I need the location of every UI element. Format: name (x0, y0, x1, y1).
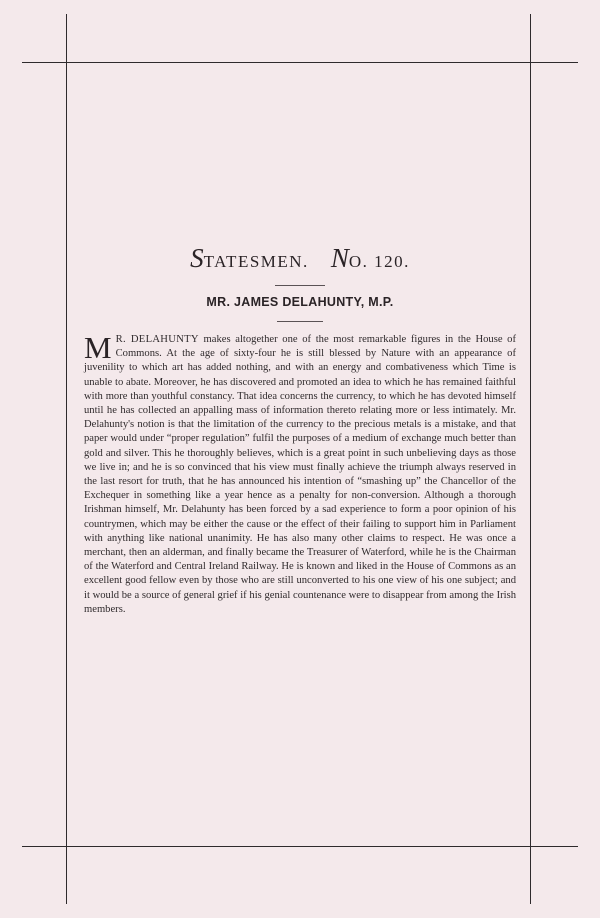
heading-no: O. (348, 252, 369, 271)
heading-number: 120. (374, 252, 410, 271)
series-heading (0, 243, 600, 274)
heading-underline (275, 285, 325, 286)
bottom-border-rule (22, 846, 578, 847)
subtitle-underline (277, 321, 323, 322)
right-border-rule (530, 14, 531, 904)
top-border-rule (22, 62, 578, 63)
heading-initial-s: S (190, 243, 204, 273)
subject-name: MR. JAMES DELAHUNTY, M.P. (206, 295, 394, 309)
lead-in: R. DELAHUNTY (115, 334, 199, 345)
article-body (84, 330, 517, 617)
heading-initial-n: N (330, 243, 349, 273)
heading-word: TATESMEN. (203, 252, 309, 271)
article-text: makes altogether one of the most remarkable figures in the House of Commons. At the age of sixty-four he is still blessed by Nature with an appearance of juvenility to which art has added nothing, and with an energy and combativeness which Time is unable to abate. Moreover, he has discovered and promoted an idea to which he has remained faithful with more than youthful constancy. That idea concerns the currency, to which he has devoted himself until he has collected an appalling mass of information thereto relating more or less intimately. Mr. Delahunty's notion is that the limitation of the currency to the precious metals is a mistake, and that paper would under “proper regulation” fulfil the purposes of a medium of exchange much better than gold and silver. This he thoroughly believes, which is a great point in such unbelieving days as those we live in; and he is so convinced that his view must finally achieve the triumph always reserved in the last resort for truth, that he has announced his intention of “smashing up” the Chancellor of the Exchequer in something like a year hence as a penalty for non-conversion. Although a thorough Irishman himself, Mr. Delahunty has been forced by a sad experience to form a poor opinion of his countrymen, which may be either the cause or the effect of their failing to support him in Parliament with anything like national unanimity. He has also many other claims to respect. He was once a merchant, then an alderman, and finally became the Treasurer of Waterford, while he is the Chairman of the Waterford and Central Ireland Railway. He is known and liked in the House of Commons as an excellent good fellow even by those who are still unconverted to his one view of his one subject; and it would be a source of general grief if his genial countenance were to disappear from among the Irish members. (84, 334, 517, 615)
left-border-rule (66, 14, 67, 904)
drop-cap: M (84, 330, 112, 365)
